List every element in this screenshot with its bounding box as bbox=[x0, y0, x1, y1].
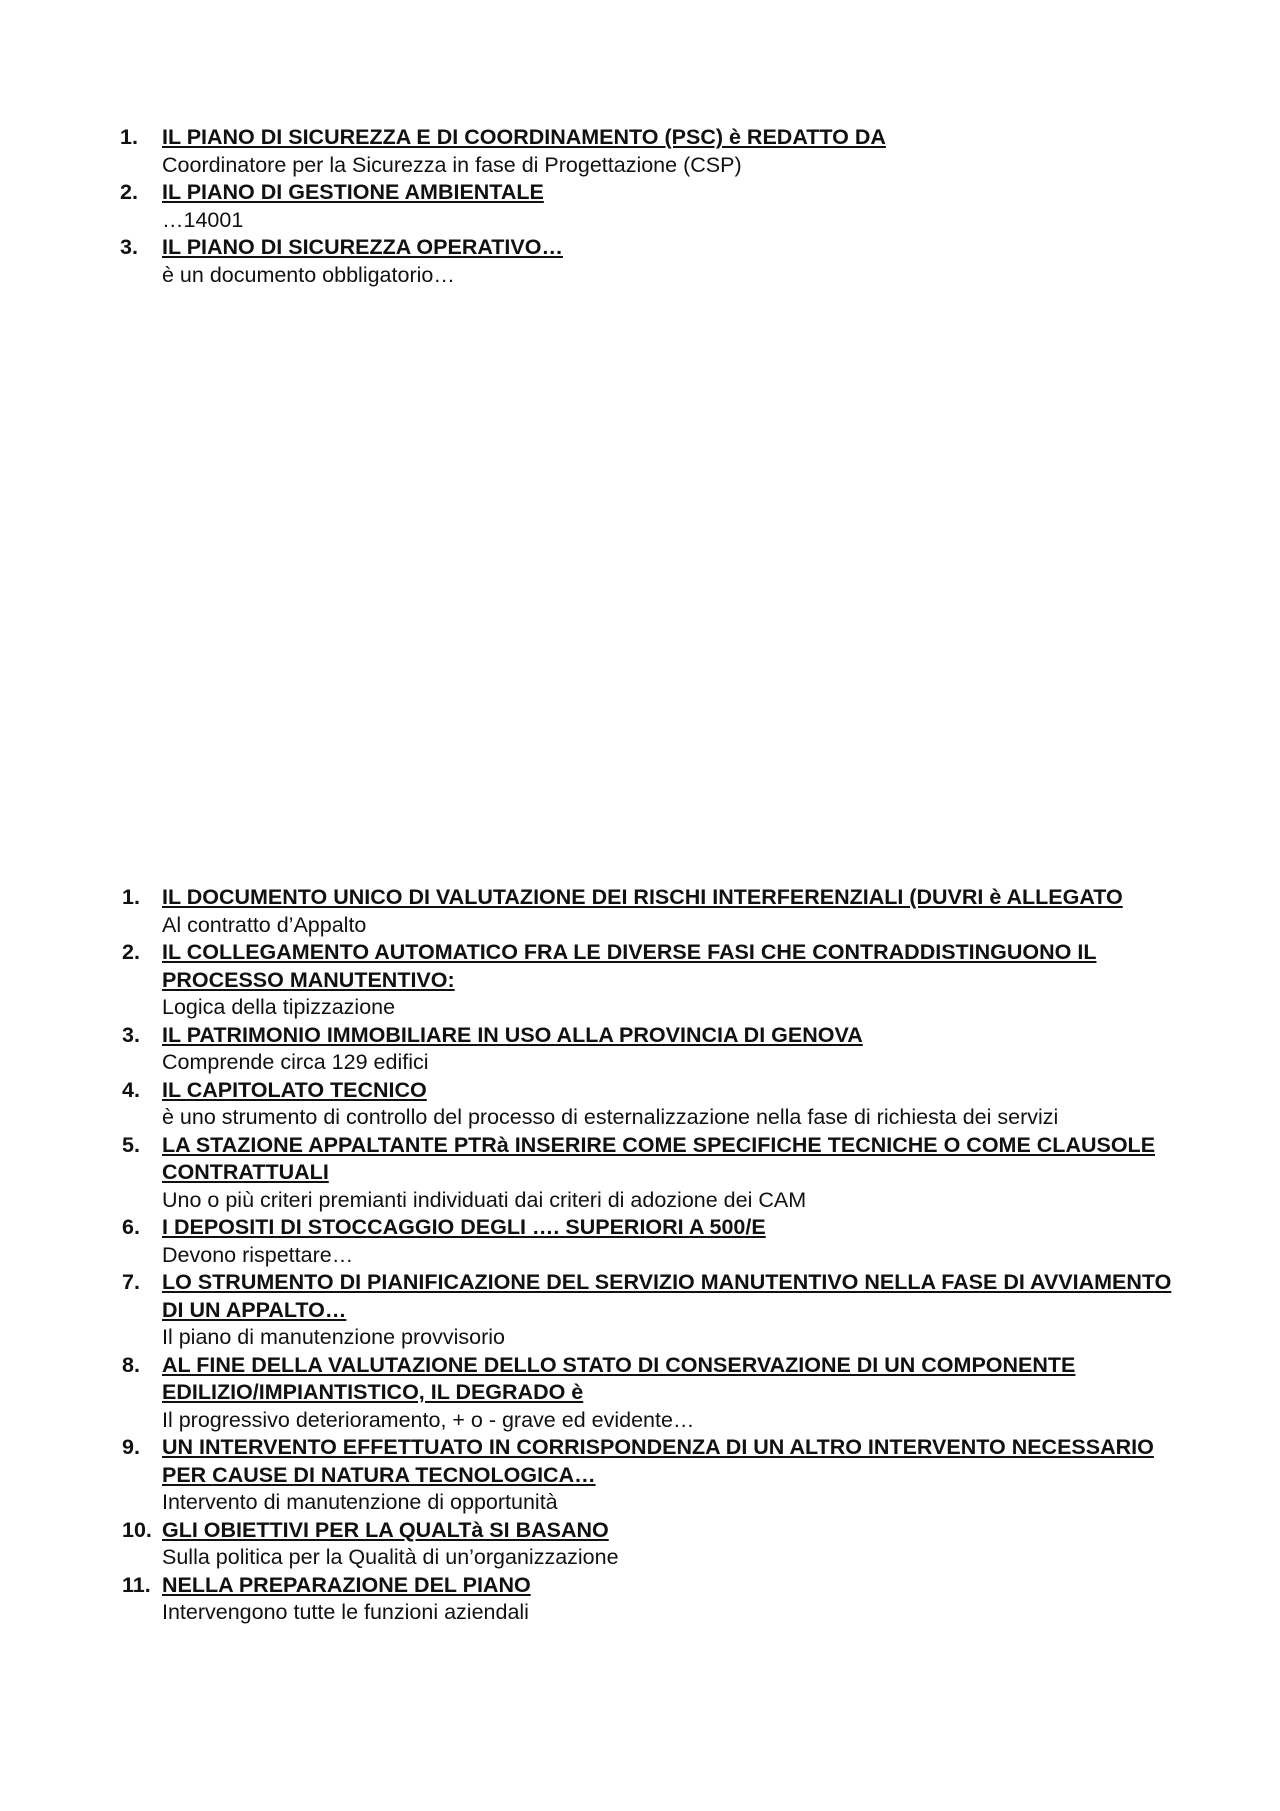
answer-text: Uno o più criteri premianti individuati dai criteri di adozione dei CAM bbox=[162, 1187, 807, 1212]
list-item bbox=[120, 124, 1180, 179]
list-item bbox=[120, 1517, 1180, 1572]
list-item bbox=[120, 179, 1180, 234]
answer-text: Al contratto d’Appalto bbox=[162, 912, 367, 937]
question-heading: UN INTERVENTO EFFETTUATO IN CORRISPONDENZA DI UN ALTRO INTERVENTO NECESSARIO PER CAUSE DI NATURA TECNOLOGICA… bbox=[162, 1435, 1154, 1487]
list-item bbox=[120, 939, 1180, 1022]
question-list-2 bbox=[120, 884, 1180, 1627]
answer-text: Sulla politica per la Qualità di un’organizzazione bbox=[162, 1545, 619, 1569]
question-heading: IL PIANO DI SICUREZZA E DI COORDINAMENTO (PSC) è REDATTO DA bbox=[162, 125, 886, 149]
question-heading: IL DOCUMENTO UNICO DI VALUTAZIONE DEI RISCHI INTERFERENZIALI (DUVRI è ALLEGATO bbox=[162, 885, 1123, 909]
item-number: 3. bbox=[122, 1022, 140, 1047]
answer-text: Il piano di manutenzione provvisorio bbox=[162, 1325, 506, 1349]
question-heading: LA STAZIONE APPALTANTE PTRà INSERIRE COME SPECIFICHE TECNICHE O COME CLAUSOLE CONTRATTUALI bbox=[162, 1132, 1156, 1184]
answer-text: Il progressivo deterioramento, + o - grave ed evidente… bbox=[162, 1407, 695, 1432]
item-number: 9. bbox=[122, 1435, 140, 1459]
list-item bbox=[120, 1132, 1180, 1215]
list-item bbox=[120, 1572, 1180, 1627]
question-heading: IL PATRIMONIO IMMOBILIARE IN USO ALLA PROVINCIA DI GENOVA bbox=[162, 1022, 863, 1047]
list-item bbox=[120, 234, 1180, 289]
question-heading: IL CAPITOLATO TECNICO bbox=[162, 1077, 427, 1102]
item-number: 1. bbox=[120, 125, 138, 149]
question-heading: AL FINE DELLA VALUTAZIONE DELLO STATO DI CONSERVAZIONE DI UN COMPONENTE EDILIZIO/IMPIANTISTICO, IL DEGRADO è bbox=[162, 1352, 1076, 1404]
item-number: 3. bbox=[120, 235, 138, 259]
answer-text: Coordinatore per la Sicurezza in fase di Progettazione (CSP) bbox=[162, 152, 742, 177]
answer-text: …14001 bbox=[162, 207, 244, 232]
question-heading: LO STRUMENTO DI PIANIFICAZIONE DEL SERVIZIO MANUTENTIVO NELLA FASE DI AVVIAMENTO DI UN APPALTO… bbox=[162, 1270, 1172, 1322]
answer-text: Intervengono tutte le funzioni aziendali bbox=[162, 1600, 529, 1624]
answer-text: Comprende circa 129 edifici bbox=[162, 1050, 429, 1074]
item-number: 6. bbox=[122, 1215, 140, 1239]
question-heading: IL PIANO DI SICUREZZA OPERATIVO… bbox=[162, 235, 563, 259]
item-number: 5. bbox=[122, 1132, 140, 1157]
answer-text: Logica della tipizzazione bbox=[162, 995, 396, 1019]
item-number: 2. bbox=[120, 180, 138, 204]
answer-text: è uno strumento di controllo del processo di esternalizzazione nella fase di richiesta dei servizi bbox=[162, 1105, 1059, 1129]
list-item bbox=[120, 1269, 1180, 1352]
list-item bbox=[120, 1077, 1180, 1132]
item-number: 1. bbox=[122, 885, 140, 909]
item-number: 2. bbox=[122, 940, 140, 964]
answer-text: Devono rispettare… bbox=[162, 1242, 354, 1267]
list-item bbox=[120, 1022, 1180, 1077]
answer-text: è un documento obbligatorio… bbox=[162, 262, 455, 287]
item-number: 10. bbox=[122, 1517, 152, 1542]
list-item bbox=[120, 1214, 1180, 1269]
question-heading: GLI OBIETTIVI PER LA QUALTà SI BASANO bbox=[162, 1517, 609, 1542]
item-number: 4. bbox=[122, 1077, 140, 1102]
item-number: 11. bbox=[122, 1572, 151, 1597]
question-heading: IL PIANO DI GESTIONE AMBIENTALE bbox=[162, 180, 544, 204]
question-list-1 bbox=[120, 124, 1180, 289]
list-item bbox=[120, 1352, 1180, 1435]
list-item bbox=[120, 1434, 1180, 1517]
list-item bbox=[120, 884, 1180, 939]
answer-text: Intervento di manutenzione di opportunità bbox=[162, 1490, 558, 1514]
question-heading: IL COLLEGAMENTO AUTOMATICO FRA LE DIVERSE FASI CHE CONTRADDISTINGUONO IL PROCESSO MANUTENTIVO: bbox=[162, 940, 1097, 992]
question-heading: NELLA PREPARAZIONE DEL PIANO bbox=[162, 1572, 531, 1597]
item-number: 7. bbox=[122, 1270, 140, 1294]
item-number: 8. bbox=[122, 1352, 140, 1377]
question-heading: I DEPOSITI DI STOCCAGGIO DEGLI …. SUPERIORI A 500/E bbox=[162, 1215, 766, 1239]
